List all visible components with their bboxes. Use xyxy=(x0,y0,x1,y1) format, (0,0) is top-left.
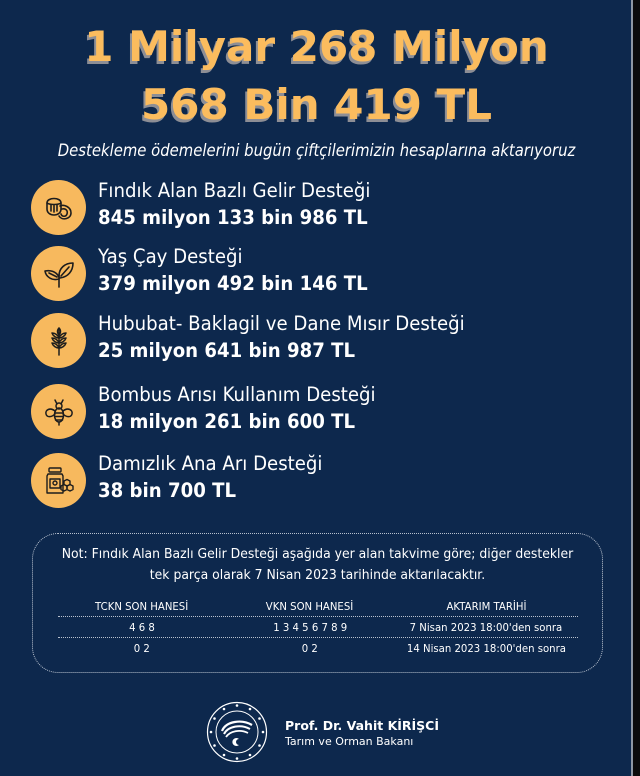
bee-icon xyxy=(31,384,86,439)
cell-date: 7 Nisan 2023 18:00'den sonra xyxy=(409,620,563,634)
cell-vkn: 0 2 xyxy=(301,642,319,655)
cell-tckn: 4 6 8 xyxy=(129,620,155,634)
ministry-emblem-logo xyxy=(206,701,268,763)
header-vkn: VKN SON HANESİ xyxy=(266,600,354,613)
support-item-queen-bee xyxy=(31,453,591,513)
support-label: Hububat- Baklagil ve Dane Mısır Desteği xyxy=(98,312,465,335)
header-transfer-date: AKTARIM TARİHİ xyxy=(445,600,526,613)
table-row xyxy=(58,617,578,638)
payment-schedule-table xyxy=(58,597,578,659)
tea-leaf-icon xyxy=(31,246,86,301)
support-item-tea xyxy=(31,246,591,306)
headline-total-line2: 568 Bin 419 TL xyxy=(141,80,492,129)
note-box xyxy=(32,533,603,673)
note-text xyxy=(33,544,602,586)
subtitle: Destekleme ödemelerini bugün çiftçilerimizin hesaplarına aktarıyoruz xyxy=(57,141,576,160)
support-item-bumblebee xyxy=(31,384,591,444)
support-label: Fındık Alan Bazlı Gelir Desteği xyxy=(98,179,371,202)
support-label: Bombus Arısı Kullanım Desteği xyxy=(98,383,376,406)
support-amount: 379 milyon 492 bin 146 TL xyxy=(98,272,368,295)
support-label: Damızlık Ana Arı Desteği xyxy=(98,452,323,475)
wheat-icon xyxy=(31,313,86,368)
minister-title: Tarım ve Orman Bakanı xyxy=(285,735,414,748)
support-item-grain xyxy=(31,313,591,373)
table-header-row xyxy=(58,597,578,617)
table-row xyxy=(58,638,578,659)
minister-name: Prof. Dr. Vahit KİRİŞCİ xyxy=(285,718,440,733)
support-amount: 38 bin 700 TL xyxy=(98,479,237,502)
cell-date: 14 Nisan 2023 18:00'den sonra xyxy=(406,642,566,655)
support-item-hazelnut xyxy=(31,180,591,240)
cell-tckn: 0 2 xyxy=(133,642,151,655)
note-line-2: tek parça olarak 7 Nisan 2023 tarihinde aktarılacaktır. xyxy=(149,567,486,583)
support-amount: 845 milyon 133 bin 986 TL xyxy=(98,206,368,229)
header-tckn: TCKN SON HANESİ xyxy=(95,600,189,613)
hazelnut-icon xyxy=(31,180,86,235)
support-label: Yaş Çay Desteği xyxy=(98,245,243,268)
cell-vkn: 1 3 4 5 6 7 8 9 xyxy=(272,620,348,634)
note-line-1: Not: Fındık Alan Bazlı Gelir Desteği aşağıda yer alan takvime göre; diğer destekler xyxy=(61,546,574,562)
honey-jar-icon xyxy=(31,453,86,508)
support-amount: 18 milyon 261 bin 600 TL xyxy=(98,410,356,433)
headline-total-line1: 1 Milyar 268 Milyon xyxy=(84,22,549,71)
support-amount: 25 milyon 641 bin 987 TL xyxy=(98,339,356,362)
